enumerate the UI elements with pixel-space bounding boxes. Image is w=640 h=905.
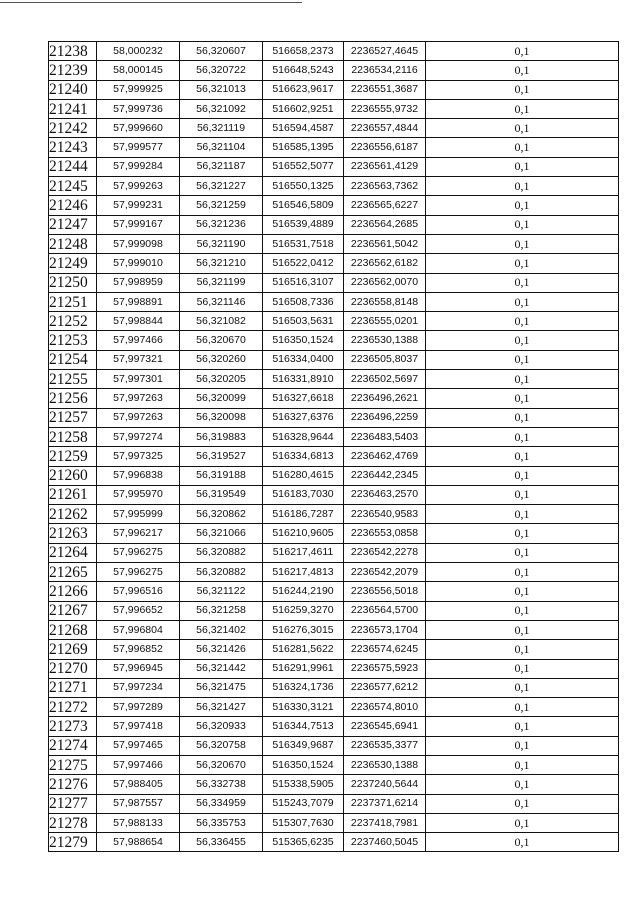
latitude-cell: 57,997274: [97, 427, 180, 446]
table-row: [49, 833, 619, 852]
latitude-cell: 57,997325: [97, 447, 180, 466]
accuracy-cell: 0,1: [426, 234, 619, 253]
point-number-cell: 21244: [49, 157, 97, 176]
x-coordinate-cell: 516531,7518: [263, 234, 344, 253]
point-number-cell: 21267: [49, 601, 97, 620]
longitude-cell: 56,321066: [180, 524, 263, 543]
latitude-cell: 57,999010: [97, 254, 180, 273]
x-coordinate-cell: 516334,0400: [263, 350, 344, 369]
y-coordinate-cell: 2236551,3687: [344, 80, 426, 99]
accuracy-cell: 0,1: [426, 524, 619, 543]
latitude-cell: 57,996275: [97, 543, 180, 562]
table-row: [49, 99, 619, 118]
x-coordinate-cell: 516183,7030: [263, 485, 344, 504]
accuracy-cell: 0,1: [426, 736, 619, 755]
latitude-cell: 57,997321: [97, 350, 180, 369]
accuracy-cell: 0,1: [426, 563, 619, 582]
point-number-cell: 21246: [49, 196, 97, 215]
longitude-cell: 56,320862: [180, 505, 263, 524]
latitude-cell: 57,988654: [97, 833, 180, 852]
accuracy-cell: 0,1: [426, 119, 619, 138]
latitude-cell: 57,997234: [97, 678, 180, 697]
accuracy-cell: 0,1: [426, 543, 619, 562]
point-number-cell: 21250: [49, 273, 97, 292]
longitude-cell: 56,320933: [180, 717, 263, 736]
y-coordinate-cell: 2236535,3377: [344, 736, 426, 755]
x-coordinate-cell: 516331,8910: [263, 370, 344, 389]
longitude-cell: 56,319549: [180, 485, 263, 504]
y-coordinate-cell: 2236574,8010: [344, 698, 426, 717]
latitude-cell: 57,996217: [97, 524, 180, 543]
x-coordinate-cell: 516522,0412: [263, 254, 344, 273]
latitude-cell: 57,998891: [97, 292, 180, 311]
x-coordinate-cell: 516328,9644: [263, 427, 344, 446]
accuracy-cell: 0,1: [426, 505, 619, 524]
x-coordinate-cell: 516350,1524: [263, 331, 344, 350]
x-coordinate-cell: 516334,6813: [263, 447, 344, 466]
longitude-cell: 56,320260: [180, 350, 263, 369]
table-row: [49, 234, 619, 253]
longitude-cell: 56,321119: [180, 119, 263, 138]
longitude-cell: 56,335753: [180, 813, 263, 832]
longitude-cell: 56,320882: [180, 543, 263, 562]
longitude-cell: 56,320722: [180, 61, 263, 80]
y-coordinate-cell: 2236527,4645: [344, 42, 426, 61]
table-row: [49, 794, 619, 813]
table-row: [49, 736, 619, 755]
point-number-cell: 21260: [49, 466, 97, 485]
x-coordinate-cell: 516552,5077: [263, 157, 344, 176]
y-coordinate-cell: 2236553,0858: [344, 524, 426, 543]
point-number-cell: 21242: [49, 119, 97, 138]
latitude-cell: 57,996852: [97, 640, 180, 659]
table-row: [49, 408, 619, 427]
y-coordinate-cell: 2236577,6212: [344, 678, 426, 697]
x-coordinate-cell: 516244,2190: [263, 582, 344, 601]
table-row: [49, 196, 619, 215]
y-coordinate-cell: 2236530,1388: [344, 755, 426, 774]
accuracy-cell: 0,1: [426, 42, 619, 61]
y-coordinate-cell: 2236545,6941: [344, 717, 426, 736]
latitude-cell: 57,996838: [97, 466, 180, 485]
latitude-cell: 57,996804: [97, 620, 180, 639]
point-number-cell: 21243: [49, 138, 97, 157]
point-number-cell: 21265: [49, 563, 97, 582]
table-row: [49, 640, 619, 659]
longitude-cell: 56,320607: [180, 42, 263, 61]
y-coordinate-cell: 2236558,8148: [344, 292, 426, 311]
latitude-cell: 57,999736: [97, 99, 180, 118]
longitude-cell: 56,321402: [180, 620, 263, 639]
point-number-cell: 21239: [49, 61, 97, 80]
x-coordinate-cell: 516546,5809: [263, 196, 344, 215]
y-coordinate-cell: 2236557,4844: [344, 119, 426, 138]
accuracy-cell: 0,1: [426, 717, 619, 736]
x-coordinate-cell: 516508,7336: [263, 292, 344, 311]
y-coordinate-cell: 2236562,6182: [344, 254, 426, 273]
point-number-cell: 21272: [49, 698, 97, 717]
longitude-cell: 56,321442: [180, 659, 263, 678]
x-coordinate-cell: 516550,1325: [263, 177, 344, 196]
latitude-cell: 57,996652: [97, 601, 180, 620]
latitude-cell: 57,988133: [97, 813, 180, 832]
table-row: [49, 813, 619, 832]
x-coordinate-cell: 516349,9687: [263, 736, 344, 755]
longitude-cell: 56,334959: [180, 794, 263, 813]
accuracy-cell: 0,1: [426, 157, 619, 176]
latitude-cell: 57,997263: [97, 408, 180, 427]
table-row: [49, 659, 619, 678]
table-row: [49, 254, 619, 273]
point-number-cell: 21279: [49, 833, 97, 852]
accuracy-cell: 0,1: [426, 80, 619, 99]
point-number-cell: 21238: [49, 42, 97, 61]
y-coordinate-cell: 2236561,5042: [344, 234, 426, 253]
longitude-cell: 56,321426: [180, 640, 263, 659]
accuracy-cell: 0,1: [426, 61, 619, 80]
accuracy-cell: 0,1: [426, 833, 619, 852]
table-row: [49, 563, 619, 582]
point-number-cell: 21252: [49, 312, 97, 331]
page-top-rule: [0, 2, 302, 3]
x-coordinate-cell: 516324,1736: [263, 678, 344, 697]
point-number-cell: 21268: [49, 620, 97, 639]
longitude-cell: 56,321259: [180, 196, 263, 215]
table-row: [49, 582, 619, 601]
point-number-cell: 21251: [49, 292, 97, 311]
point-number-cell: 21257: [49, 408, 97, 427]
point-number-cell: 21258: [49, 427, 97, 446]
table-row: [49, 447, 619, 466]
y-coordinate-cell: 2236564,5700: [344, 601, 426, 620]
longitude-cell: 56,319883: [180, 427, 263, 446]
y-coordinate-cell: 2236575,5923: [344, 659, 426, 678]
longitude-cell: 56,321427: [180, 698, 263, 717]
longitude-cell: 56,320205: [180, 370, 263, 389]
longitude-cell: 56,320670: [180, 755, 263, 774]
point-number-cell: 21277: [49, 794, 97, 813]
x-coordinate-cell: 516281,5622: [263, 640, 344, 659]
longitude-cell: 56,321475: [180, 678, 263, 697]
point-number-cell: 21276: [49, 775, 97, 794]
accuracy-cell: 0,1: [426, 331, 619, 350]
x-coordinate-cell: 516623,9617: [263, 80, 344, 99]
y-coordinate-cell: 2236556,6187: [344, 138, 426, 157]
table-row: [49, 755, 619, 774]
point-number-cell: 21266: [49, 582, 97, 601]
latitude-cell: 57,999098: [97, 234, 180, 253]
accuracy-cell: 0,1: [426, 273, 619, 292]
latitude-cell: 57,999925: [97, 80, 180, 99]
latitude-cell: 57,999660: [97, 119, 180, 138]
longitude-cell: 56,321236: [180, 215, 263, 234]
x-coordinate-cell: 516186,7287: [263, 505, 344, 524]
table-row: [49, 427, 619, 446]
point-number-cell: 21245: [49, 177, 97, 196]
table-row: [49, 389, 619, 408]
latitude-cell: 57,988405: [97, 775, 180, 794]
accuracy-cell: 0,1: [426, 813, 619, 832]
accuracy-cell: 0,1: [426, 138, 619, 157]
x-coordinate-cell: 516276,3015: [263, 620, 344, 639]
x-coordinate-cell: 516330,3121: [263, 698, 344, 717]
latitude-cell: 58,000232: [97, 42, 180, 61]
table-row: [49, 543, 619, 562]
y-coordinate-cell: 2236573,1704: [344, 620, 426, 639]
table-row: [49, 138, 619, 157]
point-number-cell: 21241: [49, 99, 97, 118]
x-coordinate-cell: 515307,7630: [263, 813, 344, 832]
longitude-cell: 56,321190: [180, 234, 263, 253]
longitude-cell: 56,319527: [180, 447, 263, 466]
y-coordinate-cell: 2236442,2345: [344, 466, 426, 485]
x-coordinate-cell: 516503,5631: [263, 312, 344, 331]
table-row: [49, 698, 619, 717]
accuracy-cell: 0,1: [426, 601, 619, 620]
y-coordinate-cell: 2236542,2278: [344, 543, 426, 562]
point-number-cell: 21253: [49, 331, 97, 350]
longitude-cell: 56,321258: [180, 601, 263, 620]
point-number-cell: 21270: [49, 659, 97, 678]
point-number-cell: 21240: [49, 80, 97, 99]
y-coordinate-cell: 2236555,9732: [344, 99, 426, 118]
point-number-cell: 21263: [49, 524, 97, 543]
accuracy-cell: 0,1: [426, 99, 619, 118]
coordinates-table: [48, 41, 619, 852]
longitude-cell: 56,320758: [180, 736, 263, 755]
x-coordinate-cell: 516648,5243: [263, 61, 344, 80]
y-coordinate-cell: 2236574,6245: [344, 640, 426, 659]
point-number-cell: 21248: [49, 234, 97, 253]
y-coordinate-cell: 2236542,2079: [344, 563, 426, 582]
x-coordinate-cell: 516344,7513: [263, 717, 344, 736]
point-number-cell: 21278: [49, 813, 97, 832]
table-row: [49, 350, 619, 369]
y-coordinate-cell: 2236561,4129: [344, 157, 426, 176]
latitude-cell: 57,995999: [97, 505, 180, 524]
x-coordinate-cell: 516327,6376: [263, 408, 344, 427]
latitude-cell: 57,997263: [97, 389, 180, 408]
accuracy-cell: 0,1: [426, 620, 619, 639]
point-number-cell: 21262: [49, 505, 97, 524]
longitude-cell: 56,321227: [180, 177, 263, 196]
y-coordinate-cell: 2236555,0201: [344, 312, 426, 331]
latitude-cell: 58,000145: [97, 61, 180, 80]
accuracy-cell: 0,1: [426, 447, 619, 466]
x-coordinate-cell: 516658,2373: [263, 42, 344, 61]
y-coordinate-cell: 2236505,8037: [344, 350, 426, 369]
accuracy-cell: 0,1: [426, 678, 619, 697]
x-coordinate-cell: 516280,4615: [263, 466, 344, 485]
accuracy-cell: 0,1: [426, 350, 619, 369]
longitude-cell: 56,321146: [180, 292, 263, 311]
accuracy-cell: 0,1: [426, 755, 619, 774]
y-coordinate-cell: 2237460,5045: [344, 833, 426, 852]
latitude-cell: 57,987557: [97, 794, 180, 813]
latitude-cell: 57,997418: [97, 717, 180, 736]
latitude-cell: 57,998844: [97, 312, 180, 331]
point-number-cell: 21249: [49, 254, 97, 273]
x-coordinate-cell: 516585,1395: [263, 138, 344, 157]
table-row: [49, 620, 619, 639]
accuracy-cell: 0,1: [426, 196, 619, 215]
accuracy-cell: 0,1: [426, 794, 619, 813]
y-coordinate-cell: 2236530,1388: [344, 331, 426, 350]
y-coordinate-cell: 2236496,2621: [344, 389, 426, 408]
point-number-cell: 21261: [49, 485, 97, 504]
accuracy-cell: 0,1: [426, 466, 619, 485]
accuracy-cell: 0,1: [426, 370, 619, 389]
accuracy-cell: 0,1: [426, 408, 619, 427]
latitude-cell: 57,999231: [97, 196, 180, 215]
longitude-cell: 56,332738: [180, 775, 263, 794]
longitude-cell: 56,321199: [180, 273, 263, 292]
latitude-cell: 57,995970: [97, 485, 180, 504]
table-row: [49, 485, 619, 504]
x-coordinate-cell: 515243,7079: [263, 794, 344, 813]
x-coordinate-cell: 515338,5905: [263, 775, 344, 794]
point-number-cell: 21269: [49, 640, 97, 659]
accuracy-cell: 0,1: [426, 292, 619, 311]
table-row: [49, 312, 619, 331]
table-row: [49, 370, 619, 389]
y-coordinate-cell: 2236540,9583: [344, 505, 426, 524]
table-row: [49, 157, 619, 176]
latitude-cell: 57,997465: [97, 736, 180, 755]
y-coordinate-cell: 2237371,6214: [344, 794, 426, 813]
table-row: [49, 775, 619, 794]
x-coordinate-cell: 516217,4813: [263, 563, 344, 582]
accuracy-cell: 0,1: [426, 485, 619, 504]
table-row: [49, 80, 619, 99]
latitude-cell: 57,997466: [97, 331, 180, 350]
longitude-cell: 56,320098: [180, 408, 263, 427]
point-number-cell: 21259: [49, 447, 97, 466]
table-row: [49, 177, 619, 196]
latitude-cell: 57,996275: [97, 563, 180, 582]
table-row: [49, 601, 619, 620]
x-coordinate-cell: 516259,3270: [263, 601, 344, 620]
y-coordinate-cell: 2236462,4769: [344, 447, 426, 466]
table-row: [49, 215, 619, 234]
y-coordinate-cell: 2236556,5018: [344, 582, 426, 601]
longitude-cell: 56,321210: [180, 254, 263, 273]
accuracy-cell: 0,1: [426, 312, 619, 331]
y-coordinate-cell: 2236565,6227: [344, 196, 426, 215]
latitude-cell: 57,998959: [97, 273, 180, 292]
latitude-cell: 57,997301: [97, 370, 180, 389]
x-coordinate-cell: 516602,9251: [263, 99, 344, 118]
point-number-cell: 21271: [49, 678, 97, 697]
x-coordinate-cell: 516539,4889: [263, 215, 344, 234]
y-coordinate-cell: 2236502,5697: [344, 370, 426, 389]
x-coordinate-cell: 516350,1524: [263, 755, 344, 774]
x-coordinate-cell: 516217,4611: [263, 543, 344, 562]
latitude-cell: 57,999284: [97, 157, 180, 176]
longitude-cell: 56,336455: [180, 833, 263, 852]
y-coordinate-cell: 2236563,7362: [344, 177, 426, 196]
longitude-cell: 56,321013: [180, 80, 263, 99]
latitude-cell: 57,996516: [97, 582, 180, 601]
table-row: [49, 119, 619, 138]
longitude-cell: 56,321104: [180, 138, 263, 157]
latitude-cell: 57,999577: [97, 138, 180, 157]
accuracy-cell: 0,1: [426, 177, 619, 196]
latitude-cell: 57,999263: [97, 177, 180, 196]
latitude-cell: 57,999167: [97, 215, 180, 234]
x-coordinate-cell: 516516,3107: [263, 273, 344, 292]
y-coordinate-cell: 2236564,2685: [344, 215, 426, 234]
coordinates-table-body: [49, 42, 619, 852]
point-number-cell: 21274: [49, 736, 97, 755]
y-coordinate-cell: 2237418,7981: [344, 813, 426, 832]
accuracy-cell: 0,1: [426, 582, 619, 601]
accuracy-cell: 0,1: [426, 427, 619, 446]
longitude-cell: 56,319188: [180, 466, 263, 485]
accuracy-cell: 0,1: [426, 389, 619, 408]
y-coordinate-cell: 2236483,5403: [344, 427, 426, 446]
point-number-cell: 21275: [49, 755, 97, 774]
y-coordinate-cell: 2237240,5644: [344, 775, 426, 794]
x-coordinate-cell: 516327,6618: [263, 389, 344, 408]
accuracy-cell: 0,1: [426, 215, 619, 234]
x-coordinate-cell: 516594,4587: [263, 119, 344, 138]
longitude-cell: 56,321122: [180, 582, 263, 601]
point-number-cell: 21264: [49, 543, 97, 562]
y-coordinate-cell: 2236496,2259: [344, 408, 426, 427]
table-row: [49, 524, 619, 543]
point-number-cell: 21254: [49, 350, 97, 369]
table-row: [49, 273, 619, 292]
table-row: [49, 42, 619, 61]
longitude-cell: 56,320099: [180, 389, 263, 408]
point-number-cell: 21256: [49, 389, 97, 408]
longitude-cell: 56,320670: [180, 331, 263, 350]
point-number-cell: 21273: [49, 717, 97, 736]
table-row: [49, 505, 619, 524]
y-coordinate-cell: 2236534,2116: [344, 61, 426, 80]
point-number-cell: 21247: [49, 215, 97, 234]
table-row: [49, 466, 619, 485]
x-coordinate-cell: 516210,9605: [263, 524, 344, 543]
latitude-cell: 57,997466: [97, 755, 180, 774]
longitude-cell: 56,321187: [180, 157, 263, 176]
y-coordinate-cell: 2236562,0070: [344, 273, 426, 292]
table-row: [49, 292, 619, 311]
latitude-cell: 57,996945: [97, 659, 180, 678]
longitude-cell: 56,321082: [180, 312, 263, 331]
x-coordinate-cell: 516291,9961: [263, 659, 344, 678]
longitude-cell: 56,321092: [180, 99, 263, 118]
longitude-cell: 56,320882: [180, 563, 263, 582]
table-row: [49, 678, 619, 697]
x-coordinate-cell: 515365,6235: [263, 833, 344, 852]
accuracy-cell: 0,1: [426, 659, 619, 678]
latitude-cell: 57,997289: [97, 698, 180, 717]
accuracy-cell: 0,1: [426, 775, 619, 794]
point-number-cell: 21255: [49, 370, 97, 389]
table-row: [49, 61, 619, 80]
y-coordinate-cell: 2236463,2570: [344, 485, 426, 504]
accuracy-cell: 0,1: [426, 640, 619, 659]
table-row: [49, 331, 619, 350]
accuracy-cell: 0,1: [426, 254, 619, 273]
table-row: [49, 717, 619, 736]
accuracy-cell: 0,1: [426, 698, 619, 717]
